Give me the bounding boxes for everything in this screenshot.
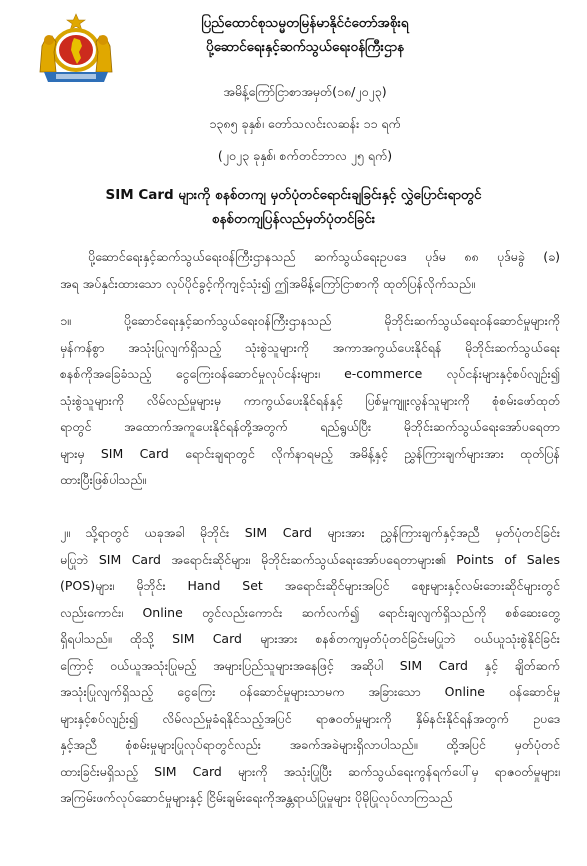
paragraph-line: စနစ်ကိုအခြေခံသည့် ငွေကြေးဝန်ဆောင်မှုလုပ်ငန်းများ၊ e-commerce လုပ်ငန်းများနှင့်စပ်လျဉ်း၍ — [60, 366, 560, 381]
date-myanmar: ၁၃၈၅ ခုနှစ်၊ တော်သလင်းလဆန်း ၁၁ ရက် — [209, 116, 401, 131]
paragraph-line: အသုံးပြုလျက်ရှိသည့် ငွေကြေး ဝန်ဆောင်မှုများသာမက အခြားသော Online ဝန်ဆောင်မှု — [60, 684, 560, 699]
ministry-name: ပို့ဆောင်ရေးနှင့်ဆက်သွယ်ရေးဝန်ကြီးဌာန — [206, 39, 404, 55]
paragraph-line: ၂။ သို့ရာတွင် ယခုအခါ မိုဘိုင်း SIM Card များအား ညွှန်ကြားချက်နှင့်အညီ မှတ်ပုံတင်ခြင်း — [60, 525, 560, 540]
paragraph-line: ရာတွင် အထောက်အကူပေးနိုင်ရန်တို့အတွက် ရည်ရွယ်ပြီး မိုဘိုင်းဆက်သွယ်ရေးအော်ပရေတာ — [60, 419, 560, 434]
paragraph-line: အကြမ်းဖက်လုပ်ဆောင်မှုများနှင့် ငြိမ်းချမ်းရေးကိုအန္တရာယ်ပြုမှုများ ပိုမိုပြုလုပ်လာကြသည် — [60, 790, 453, 805]
paragraph-line: သုံးစွဲသူများကို လိမ်လည်မှုများမှ ကာကွယ်ပေးနိုင်ရန်နှင့် ပြစ်မှုကျူးလွန်သူများကို စုံစမ်းဖော်ထုတ် — [60, 392, 560, 408]
document-title-line-2: စနစ်တကျပြန်လည်မှတ်ပုံတင်ခြင်း — [211, 211, 376, 227]
date-gregorian: (၂၀၂၃ ခုနှစ်၊ စက်တင်ဘာလ ၂၅ ရက်) — [217, 148, 393, 163]
paragraph-line: ထားပြီးဖြစ်ပါသည်။ — [60, 472, 147, 487]
paragraph-line: (POS)များ၊ မိုဘိုင်း Hand Set အရောင်းဆိုင်များအပြင် ဈေးများနှင့်လမ်းဘေးဆိုင်များတွင် — [60, 578, 560, 593]
paragraph-line: ရှိရပါသည်။ ထိုသို့ SIM Card များအား စနစ်တကျမှတ်ပုံတင်ခြင်းမပြုဘဲ ဝယ်ယူသုံးစွဲနိုင်ခြင်း — [60, 631, 560, 646]
paragraph-line: နှင့်အညီ စုံစမ်းမှုများပြုလုပ်ရာတွင်လည်း အခက်အခဲများရှိလာပါသည်။ ထို့အပြင် မှတ်ပုံတင် — [60, 737, 560, 752]
paragraph-line: များနှင့်စပ်လျဉ်း၍ လိမ်လည်မှုခံရနိုင်သည့်အပြင် ရာဇဝတ်မှုများကို နှိမ်နင်းနိုင်ရန်အတွက် ဥပဒေ — [60, 710, 560, 726]
paragraph-1 — [60, 308, 560, 494]
paragraph-line: များမှ SIM Card ရောင်းချရာတွင် လိုက်နာရမည့် အမိန့်နှင့် ညွှန်ကြားချက်များအား ထုတ်ပြန် — [60, 445, 560, 461]
document-title-line-1: SIM Card များကို စနစ်တကျ မှတ်ပုံတင်ရောင်းချခြင်းနှင့် လွှဲပြောင်းရာတွင် — [105, 187, 482, 203]
state-emblem-icon — [36, 12, 116, 84]
paragraph-line: မပြုဘဲ SIM Card အရောင်းဆိုင်များ၊ မိုဘိုင်းဆက်သွယ်ရေးအော်ပရေတာများ၏ Points of Sales — [60, 551, 560, 567]
paragraph-line: ကြောင့် ဝယ်ယူအသုံးပြုမည့် အများပြည်သူများအနေဖြင့် အဆိုပါ SIM Card နှင့် ချိတ်ဆက် — [60, 657, 560, 673]
paragraph-line: ပို့ဆောင်ရေးနှင့်ဆက်သွယ်ရေးဝန်ကြီးဌာနသည် ဆက်သွယ်ရေးဥပဒေ ပုဒ်မ ၈၈ ပုဒ်မခွဲ (ခ) — [88, 249, 560, 264]
paragraph-2 — [60, 520, 560, 812]
notification-number: အမိန့်ကြော်ငြာစာအမှတ်(၁၈/၂၀၂၃) — [223, 84, 387, 99]
paragraph-line: အရ အပ်နှင်းထားသော လုပ်ပိုင်ခွင့်ကိုကျင့်သုံး၍ ဤအမိန့်ကြော်ငြာစာကို ထုတ်ပြန်လိုက်သည်။ — [60, 275, 475, 291]
paragraph-line: ၁။ ပို့ဆောင်ရေးနှင့်ဆက်သွယ်ရေးဝန်ကြီးဌာနသည် မိုဘိုင်းဆက်သွယ်ရေးဝန်ဆောင်မှုများကို — [60, 313, 560, 328]
paragraph-line: ထားခြင်းမရှိသည့် SIM Card များကို အသုံးပြုပြီး ဆက်သွယ်ရေးကွန်ရက်ပေါ်မှ ရာဇဝတ်မှုများ၊ — [60, 763, 560, 779]
paragraph-preamble — [60, 244, 560, 297]
government-name: ပြည်ထောင်စုသမ္မတမြန်မာနိုင်ငံတော်အစိုးရ — [201, 15, 409, 31]
paragraph-line: လည်းကောင်း၊ Online တွင်လည်းကောင်း ဆက်လက်၍ ရောင်းချလျက်ရှိသည်ကို စစ်ဆေးတွေ့ — [60, 604, 560, 620]
paragraph-line: မှန်ကန်စွာ အသုံးပြုလျက်ရှိသည့် သုံးစွဲသူများကို အကာအကွယ်ပေးနိုင်ရန် မိုဘိုင်းဆက်သွယ်ရေး — [60, 339, 560, 355]
